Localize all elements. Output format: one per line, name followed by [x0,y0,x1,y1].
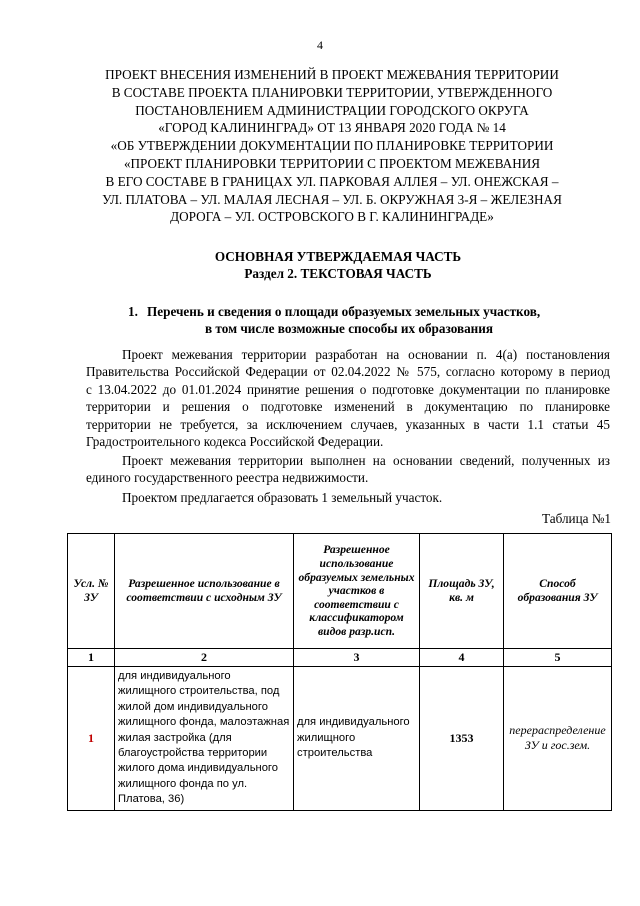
paragraph-line: Проект межевания территории разработан на основании п. 4(а) постановления [122,347,610,362]
paragraph-line: территории и решения о подготовке изменений в документацию по планировке [86,399,610,415]
list-heading-line: в том числе возможные способы их образования [205,321,494,336]
list-heading-line: Перечень и сведения о площади образуемых земельных участков, [147,304,541,319]
source-use-cell: для индивидуального жилищного строительства, под жилой дом индивидуального жилищного фонда, малоэтажная жилая застройка (для благоустройства территории жилого дома индивидуального жилищного фонда по ул. Платова, 36) [115,667,294,811]
header-cell: Площадь ЗУ, кв. м [420,534,504,649]
header-cell: Способ образования ЗУ [504,534,612,649]
paragraph-line: единого государственного реестра недвижимости. [86,470,369,486]
table-caption: Таблица №1 [542,511,611,526]
paragraph-line: Проект межевания территории выполнен на основании сведений, полученных из [122,453,610,468]
title-line: УЛ. ПЛАТОВА – УЛ. МАЛАЯ ЛЕСНАЯ – УЛ. Б. ОКРУЖНАЯ 3-Я – ЖЕЛЕЗНАЯ [102,191,562,207]
column-number: 1 [68,649,115,667]
paragraph-line: Проектом предлагается образовать 1 земельный участок. [122,490,443,505]
paragraph-proposal [86,489,610,506]
table-header-row [68,534,612,649]
zu-number-cell: 1 [68,667,115,811]
column-number: 4 [420,649,504,667]
section-subheading: Раздел 2. ТЕКСТОВАЯ ЧАСТЬ [244,266,432,281]
header-cell: Усл. № ЗУ [68,534,115,649]
new-use-cell: для индивидуального жилищного строительства [294,667,420,811]
column-number: 3 [294,649,420,667]
paragraph-line: Градостроительного кодекса Российской Федерации. [86,434,384,450]
table-row [68,667,612,811]
section-heading-block [0,248,640,282]
header-cell: Разрешенное использование в соответствии с исходным ЗУ [115,534,294,649]
title-line: «ОБ УТВЕРЖДЕНИИ ДОКУМЕНТАЦИИ ПО ПЛАНИРОВКЕ ТЕРРИТОРИИ [110,138,554,154]
title-line: ПОСТАНОВЛЕНИЕМ АДМИНИСТРАЦИИ ГОРОДСКОГО ОКРУГА [135,102,529,118]
header-cell: Разрешенное использование образуемых земельных участков в соответствии с классификатором видов разр.исп. [294,534,420,649]
paragraph-source [86,452,610,487]
paragraph-line: Правительства Российской Федерации от 02.04.2022 № 575, согласно которому в период [86,364,610,380]
column-number: 5 [504,649,612,667]
method-cell: перераспределение ЗУ и гос.зем. [504,667,612,811]
title-line: ДОРОГА – УЛ. ОСТРОВСКОГО В Г. КАЛИНИНГРАДЕ» [170,209,494,225]
list-heading-number: 1. [128,304,138,319]
section-heading: ОСНОВНАЯ УТВЕРЖДАЕМАЯ ЧАСТЬ [214,249,462,264]
area-cell: 1353 [420,667,504,811]
column-number: 2 [115,649,294,667]
paragraph-line: с 13.04.2022 до 01.01.2024 принятие решения о подготовке документации по планировке [86,381,610,397]
title-line: В СОСТАВЕ ПРОЕКТА ПЛАНИРОВКИ ТЕРРИТОРИИ, УТВЕРЖДЕННОГО [111,84,553,100]
document-title [72,66,592,226]
land-plots-table [67,533,612,811]
paragraph-basis [86,346,610,450]
title-line: ПРОЕКТ ВНЕСЕНИЯ ИЗМЕНЕНИЙ В ПРОЕКТ МЕЖЕВАНИЯ ТЕРРИТОРИИ [105,67,559,82]
page-number: 4 [317,38,323,52]
title-line: В ЕГО СОСТАВЕ В ГРАНИЦАХ УЛ. ПАРКОВАЯ АЛЛЕЯ – УЛ. ОНЕЖСКАЯ – [105,173,559,189]
paragraph-line: территории не требуется, за исключением случаев, указанных в части 1.1 статьи 45 [86,416,610,432]
title-line: «ГОРОД КАЛИНИНГРАД» ОТ 13 ЯНВАРЯ 2020 ГОДА № 14 [158,120,506,136]
column-number-row [68,649,612,667]
title-line: «ПРОЕКТ ПЛАНИРОВКИ ТЕРРИТОРИИ С ПРОЕКТОМ МЕЖЕВАНИЯ [123,155,541,171]
